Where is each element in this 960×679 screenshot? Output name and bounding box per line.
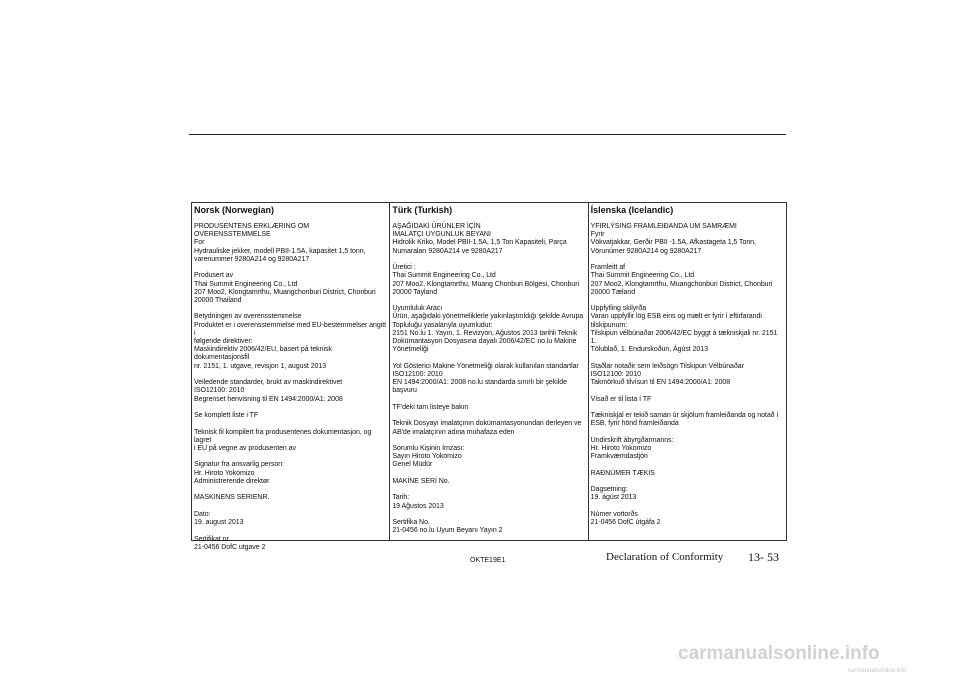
technical-file-block: Teknisk fil kompilert fra produsentenes dokumentasjon, og lagret i EU på vegne av produsenten av	[194, 428, 372, 452]
tf-reference: Se komplett liste i TF	[194, 412, 259, 420]
tf-reference: TF'deki tam listeye bakın	[392, 403, 469, 411]
column-icelandic	[589, 203, 786, 540]
page-number: 13- 53	[748, 550, 779, 564]
certificate-block: Sertifika No. 21-0456 no.lu Uyum Beyanı Yayın 2	[392, 519, 503, 535]
manufacturer-block: Üretici : Thai Summit Engineering Co., Ltd 207 Moo2, Klongtamrthu, Muang Chonburi Bölgesi, Chonburi 20000 Tayland	[392, 264, 580, 296]
document-code: OKTE19E1	[470, 557, 506, 564]
header-block: PRODUSENTENS ERKLÆRING OM OVERENSSTEMMELSE For Hydrauliske jekker, modell PBII-1.5A, kapasitet 1,5 tonn, varenummer 9280A214 og 9280A217	[194, 223, 366, 263]
column-turkish	[390, 203, 588, 540]
declaration-table	[191, 202, 787, 551]
signature-block: Signatur fra ansvarlig person: Hr. Hiroto Yokomizo Administrerende direktør	[194, 461, 284, 485]
date-block: Dato: 19. august 2013	[194, 510, 244, 527]
tf-reference: Vísað er til lista í TF	[590, 395, 652, 403]
column-title: Íslenska (Icelandic)	[590, 205, 674, 215]
certificate-block: Númer vottorðs 21-0456 DofC útgáfa 2	[590, 510, 661, 527]
standards-block: Staðlar notaðir sem leiðsögn Tilskipun Vélbúnaðar ISO12100: 2010 Takmörkuð tilvísun til EN 1494:2000/A1: 2008	[590, 362, 744, 387]
serial-label: MAKİNE SERİ No.	[392, 477, 450, 485]
header-block: AŞAĞIDAKİ ÜRÜNLER İÇİN İMALATÇI UYGUNLUK BEYANI Hidrolik Kriko, Model PBII-1.5A, 1,5 Ton Kapasiteli, Parça Numaraları 9280A214 ve 9280A217	[392, 223, 567, 255]
conformity-block: Betydningen av overensstemmelse Produktet er i overensstemmelse med EU-bestemmelser angitt i følgende direktiver: Maskindirektiv 2006/42/EU, basert på teknisk dokumentasjonsfil nr. 2151, 1. utgave, revisjon 1, august 2013	[194, 313, 387, 370]
manufacturer-block: Produsert av Thai Summit Engineering Co., Ltd 207 Moo2, Klongtamrthu, Muangchonburi District, Chonburi 20000 Thailand	[194, 272, 376, 304]
column-title: Norsk (Norwegian)	[194, 205, 275, 215]
conformity-block: Uyumluluk Aracı Ürün, aşağıdaki yönetmeliklerle yakınlaştırıldığı şekilde Avrupa Topluluğu yasalarıyla uyumludur: 2151 No.lu 1. Yayın, 1. Revizyon, Ağustos 2013 tarihli Teknik Dokümantasyon Dosyasına dayalı 2006/42/EC no.lu Makine Yönetmeliği	[392, 305, 584, 354]
date-block: Tarih: 19 Ağustos 2013	[392, 494, 444, 510]
section-title: Declaration of Conformity	[606, 551, 724, 563]
standards-block: Yol Gösterici Makine Yönetmeliği olarak kullanılan standartlar ISO12100: 2010 EN 1494:2000/A1: 2008 no.lu standarda sınırlı bir şekilde başvuru	[392, 362, 579, 395]
column-norwegian	[192, 203, 390, 551]
conformity-block: Uppfylling skilyrða Varan uppfyllir lög ESB eins og mælt er fyrir í eftirfarandi tilskipunum: Tilskipun vélbúnaðar 2006/42/EC byggt á tækniskjali nr. 2151 1. Tölublað, 1. Endurskoðun, Ágúst 2013	[590, 305, 778, 354]
column-title: Türk (Turkish)	[392, 205, 453, 215]
top-divider	[189, 134, 786, 135]
signature-block: Sorumlu Kişinin İmzası: Sayın Hiroto Yokomizo Genel Müdür	[392, 445, 465, 469]
certificate-block: Sertifikat nr. 21-0456 DofC utgave 2	[194, 535, 266, 551]
manufacturer-block: Framleitt af Thai Summit Engineering Co., Ltd 207 Moo2, Klongtamrthu, Muangchonburi District, Chonburi 20000 Tæland	[590, 264, 773, 296]
watermark-small: carmanualsonline.info	[848, 668, 907, 674]
signature-block: Undirskrift ábyrgðarmanns: Hr. Hiroto Yokomizo Framkvæmdastjóri	[590, 436, 674, 461]
standards-block: Veiledende standarder, brukt av maskindirektivet ISO12100: 2010 Begrenset henvisning til EN 1494:2000/A1: 2008	[194, 379, 343, 403]
serial-label: RAÐNÚMER TÆKIS	[590, 469, 655, 477]
technical-file-block: Tækniskjal er tekið saman úr skjölum framleiðanda og notað í ESB, fyrir hönd framleiðanda	[590, 412, 779, 428]
technical-file-block: Teknik Dosyayı imalatçının dokümantasyonundan derleyen ve AB'de imalatçının adına muhafaza eden	[392, 420, 582, 436]
date-block: Dagsetning: 19. ágúst 2013	[590, 486, 637, 502]
watermark: carmanualsonline.info	[678, 643, 880, 664]
header-block: YFIRLÝSING FRAMLEIÐANDA UM SAMRÆMI Fyrir Vökvatjakkar, Gerðir PBII -1.5A, Afkastageta 1,5 Tonn, Vörunúmer 9280A214 og 9280A217	[590, 223, 756, 255]
serial-label: MASKINENS SERIENR.	[194, 494, 270, 502]
